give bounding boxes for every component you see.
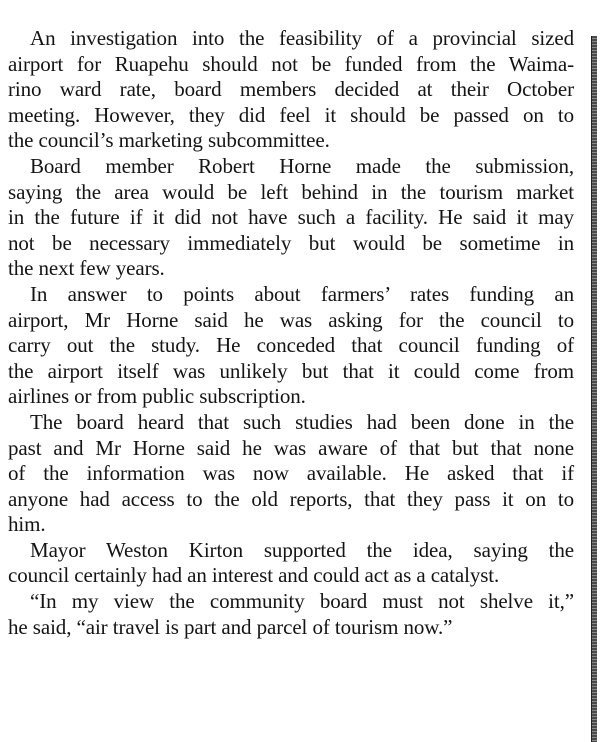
text-line: airlines or from public subscription.	[8, 384, 306, 409]
text-line: The board heard that such studies had been done in the	[30, 409, 574, 434]
text-line: In answer to points about farmers’ rates funding an	[30, 281, 574, 306]
text-line: rino ward rate, board members decided at their October	[8, 77, 574, 102]
text-line: airport, Mr Horne said he was asking for the council to	[8, 307, 574, 332]
text-line: “In my view the community board must not shelve it,”	[30, 589, 574, 614]
text-line: the airport itself was unlikely but that it could come from	[8, 358, 574, 383]
text-line: carry out the study. He conceded that council funding of	[8, 333, 574, 358]
text-line: An investigation into the feasibility of a provincial sized	[30, 26, 574, 50]
column-rule	[591, 36, 597, 742]
text-line: saying the area would be left behind in the tourism market	[8, 179, 574, 204]
text-line: meeting. However, they did feel it should be passed on to	[8, 102, 574, 127]
paragraph-6	[8, 589, 574, 640]
paragraph-1	[8, 26, 574, 154]
paragraph-5	[8, 538, 574, 589]
text-line: Board member Robert Horne made the submission,	[30, 153, 574, 178]
text-line: Mayor Weston Kirton supported the idea, saying the	[30, 537, 574, 562]
text-line: he said, “air travel is part and parcel of tourism now.”	[8, 614, 453, 639]
text-line: of the information was now available. He asked that if	[8, 461, 574, 486]
text-line: council certainly had an interest and could act as a catalyst.	[8, 563, 500, 588]
paragraph-4	[8, 410, 574, 538]
paragraph-3	[8, 282, 574, 410]
text-line: in the future if it did not have such a facility. He said it may	[8, 205, 574, 230]
text-line: him.	[8, 512, 46, 537]
text-line: not be necessary immediately but would be sometime in	[8, 230, 574, 255]
text-line: past and Mr Horne said he was aware of that but that none	[8, 435, 574, 460]
article-column	[8, 26, 574, 640]
text-line: the council’s marketing subcommittee.	[8, 128, 330, 153]
text-line: airport for Ruapehu should not be funded from the Waima-	[8, 51, 574, 76]
paragraph-2	[8, 154, 574, 282]
text-line: the next few years.	[8, 256, 165, 281]
text-line: anyone had access to the old reports, that they pass it on to	[8, 486, 574, 511]
